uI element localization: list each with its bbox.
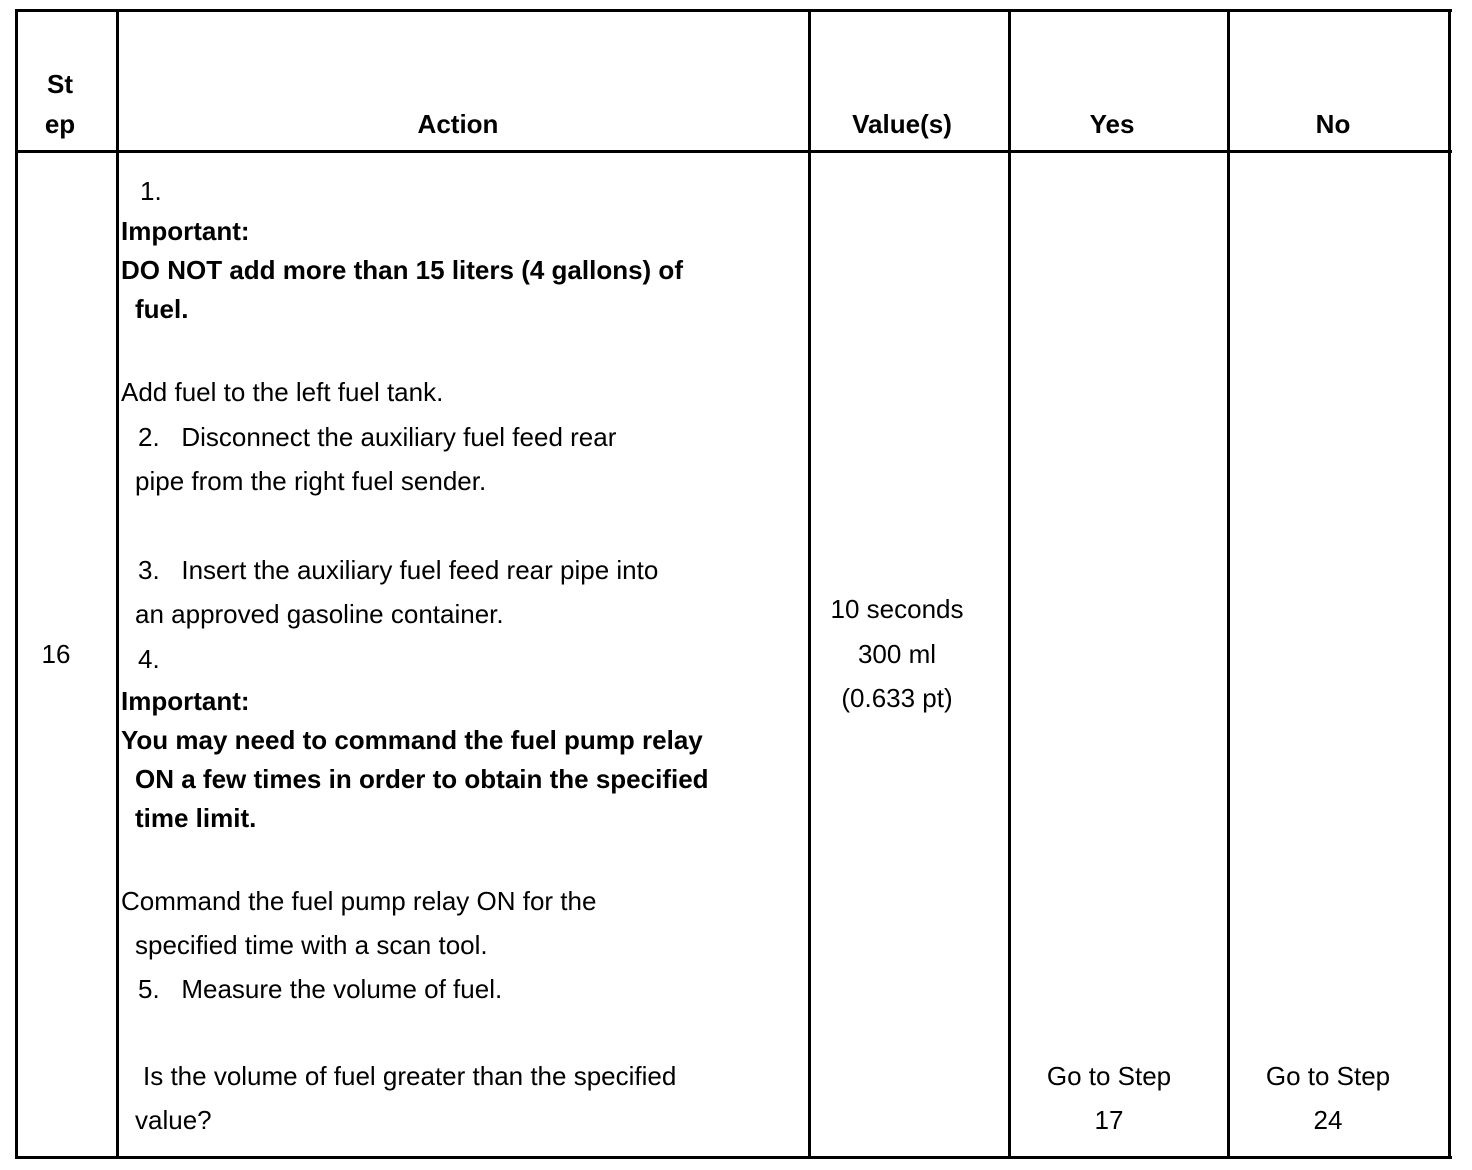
yes-go-to-step: Go to Step	[1046, 1061, 1172, 1091]
item4-important-label: Important:	[121, 686, 250, 716]
no-step-number: 24	[1313, 1105, 1343, 1135]
item4-text: Command the fuel pump relay ON for the	[121, 886, 597, 916]
item1-text: Add fuel to the left fuel tank.	[121, 377, 444, 407]
item4-text: specified time with a scan tool.	[135, 930, 488, 960]
item4-number: 4.	[138, 644, 160, 674]
no-go-to-step: Go to Step	[1265, 1061, 1391, 1091]
value-item: 10 seconds	[830, 594, 964, 624]
item5-text: 5. Measure the volume of fuel.	[138, 974, 503, 1004]
column-divider	[1227, 9, 1230, 1159]
column-divider	[808, 9, 811, 1159]
question-text: value?	[135, 1105, 212, 1135]
header-divider	[15, 150, 1452, 153]
item1-important-text: DO NOT add more than 15 liters (4 gallons) of	[121, 255, 683, 285]
header-action: Action	[417, 109, 499, 139]
item4-important-text: ON a few times in order to obtain the specified	[135, 764, 709, 794]
question-text: Is the volume of fuel greater than the specified	[143, 1061, 677, 1091]
item1-number: 1.	[140, 176, 162, 206]
item1-important-label: Important:	[121, 216, 250, 246]
item3-text: 3. Insert the auxiliary fuel feed rear pipe into	[138, 555, 659, 585]
item3-text: an approved gasoline container.	[135, 599, 504, 629]
item4-important-text: You may need to command the fuel pump relay	[121, 725, 703, 755]
column-divider	[1448, 9, 1451, 1159]
item2-text: 2. Disconnect the auxiliary fuel feed rear	[138, 422, 617, 452]
header-yes: Yes	[1089, 109, 1135, 139]
table-bottom-border	[15, 1156, 1452, 1159]
value-item: (0.633 pt)	[841, 683, 953, 713]
header-step-line2: ep	[44, 109, 76, 139]
column-divider	[1008, 9, 1011, 1159]
item1-important-text: fuel.	[135, 294, 189, 324]
yes-step-number: 17	[1094, 1105, 1124, 1135]
value-item: 300 ml	[857, 639, 937, 669]
column-divider	[116, 9, 119, 1159]
item2-text: pipe from the right fuel sender.	[135, 466, 487, 496]
item4-important-text: time limit.	[135, 803, 257, 833]
header-no: No	[1315, 109, 1351, 139]
header-values: Value(s)	[852, 109, 952, 139]
step-number: 16	[41, 639, 71, 669]
header-step-line1: St	[47, 69, 73, 99]
